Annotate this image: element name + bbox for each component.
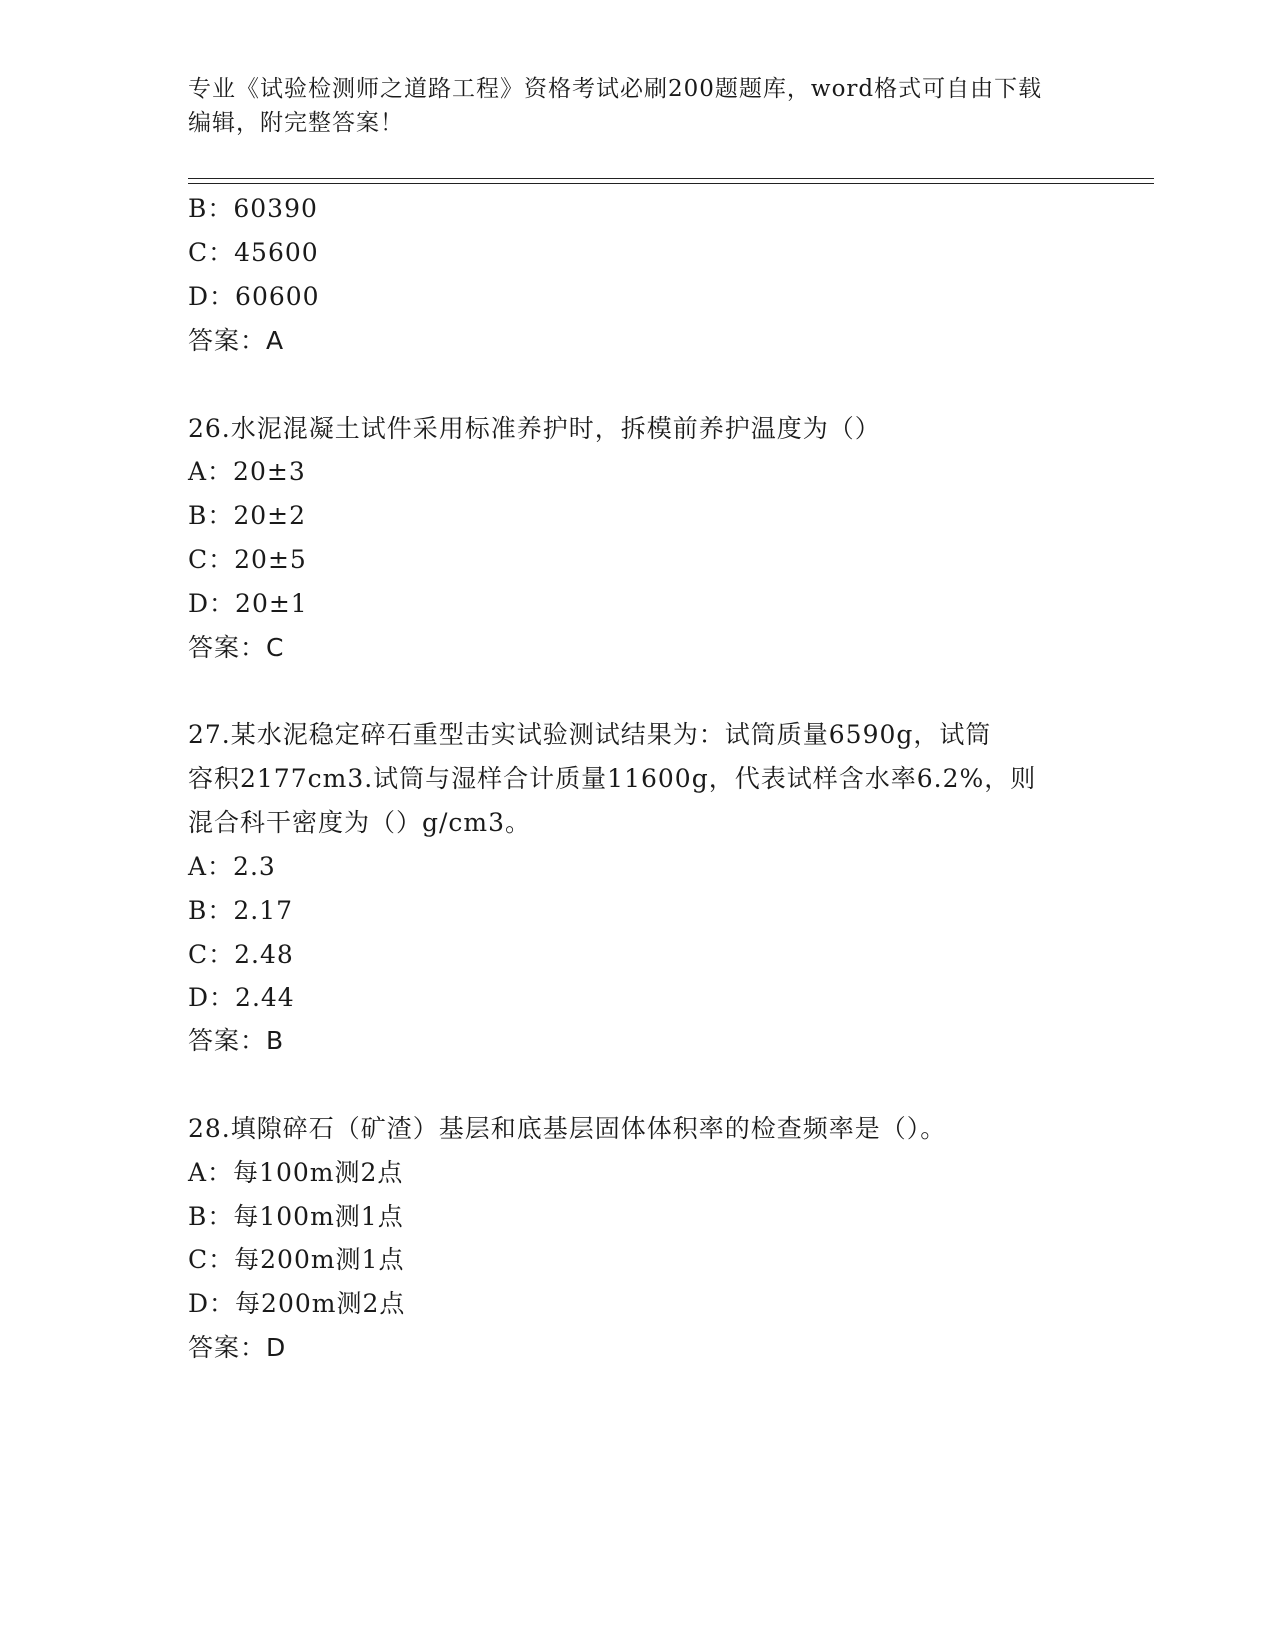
question-stem: 混合科干密度为（）g/cm3。 [188,808,532,837]
question-stem: 26.水泥混凝土试件采用标准养护时，拆模前养护温度为（） [188,414,881,443]
option-b: B：2.17 [188,896,294,925]
answer: 答案：A [188,326,285,355]
header-divider-top [188,178,1154,179]
option-c: C：20±5 [188,545,307,574]
answer: 答案：D [188,1333,287,1362]
header-line-2: 编辑，附完整答案！ [188,110,404,136]
header-line-1: 专业《试验检测师之道路工程》资格考试必刷200题题库，word格式可自由下载 [188,76,1043,102]
question-stem: 容积2177cm3.试筒与湿样合计质量11600g，代表试样含水率6.2%，则 [188,764,1037,793]
answer: 答案：B [188,1026,285,1055]
option-c: C：2.48 [188,940,294,969]
answer: 答案：C [188,633,285,662]
option-d: D：20±1 [188,589,308,618]
option-a: A：每100m测2点 [188,1158,404,1187]
question-stem: 27.某水泥稳定碎石重型击实试验测试结果为：试筒质量6590g，试筒 [188,720,992,749]
option-b: B：60390 [188,194,318,223]
option-c: C：45600 [188,238,319,267]
option-c: C：每200m测1点 [188,1245,405,1274]
option-a: A：2.3 [188,852,276,881]
option-a: A：20±3 [188,457,306,486]
option-d: D：60600 [188,282,320,311]
option-d: D：2.44 [188,983,295,1012]
option-d: D：每200m测2点 [188,1289,406,1318]
header-divider-bottom [188,183,1154,184]
question-stem: 28.填隙碎石（矿渣）基层和底基层固体体积率的检查频率是（）。 [188,1114,947,1143]
option-b: B：20±2 [188,501,307,530]
document-header [188,72,1088,140]
option-b: B：每100m测1点 [188,1202,404,1231]
